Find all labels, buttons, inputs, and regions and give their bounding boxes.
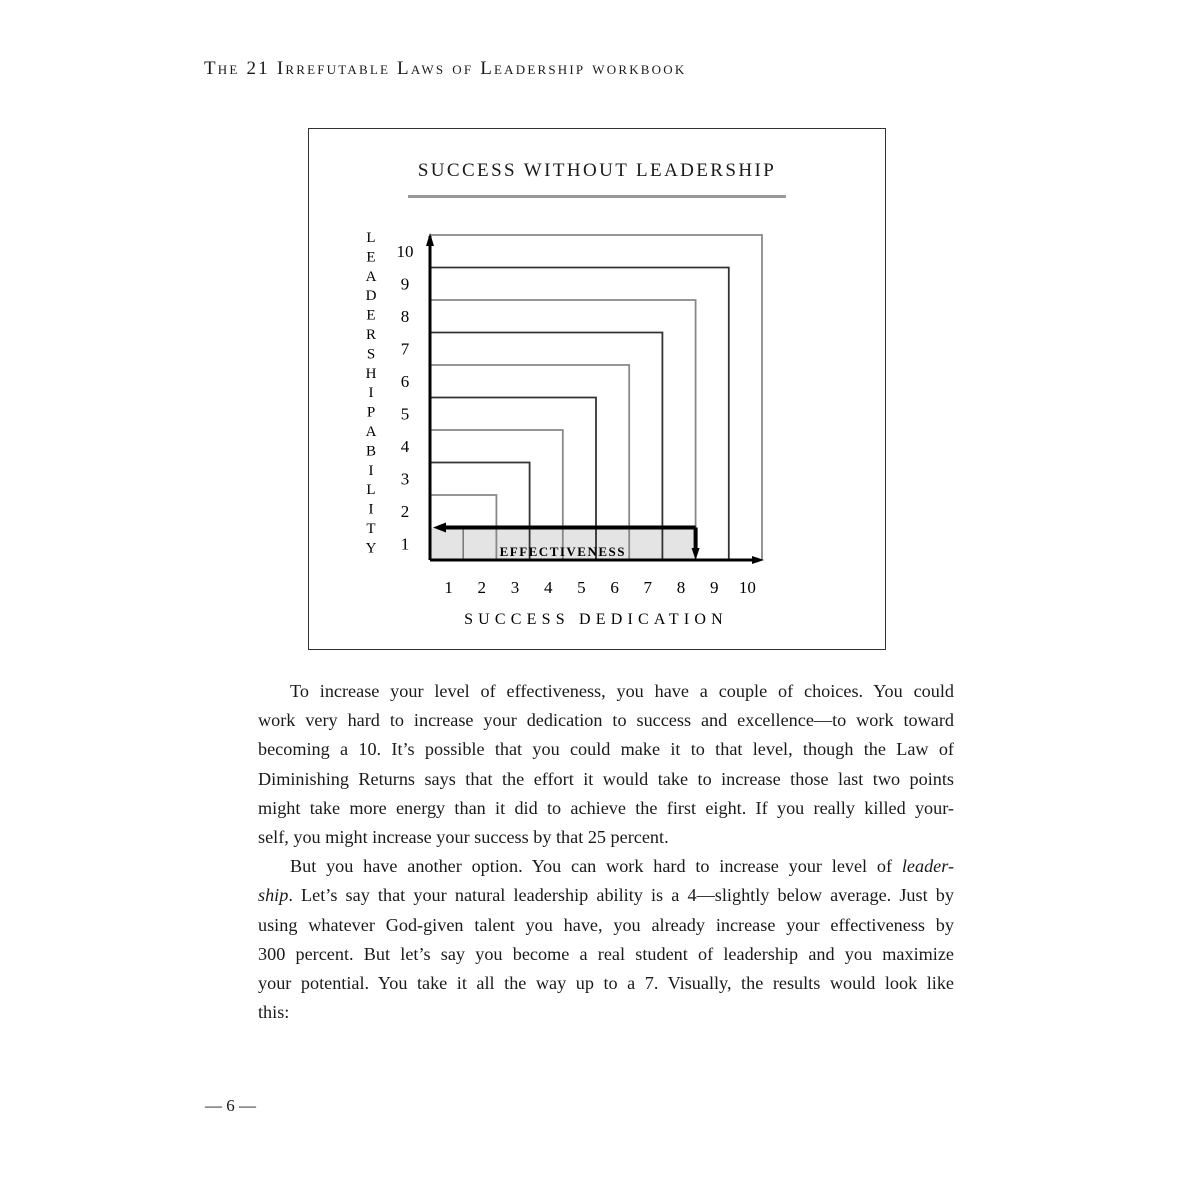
- x-tick-label: 5: [577, 578, 586, 597]
- y-tick-label: 5: [400, 404, 410, 424]
- y-tick-label: 6: [400, 372, 410, 391]
- y-tick-label: 9: [400, 274, 410, 294]
- x-tick-label: 4: [543, 578, 553, 597]
- text-line: To increase your level of effectiveness, you have a couple of choices. You could: [290, 681, 954, 701]
- x-tick-label: 6: [610, 578, 619, 597]
- x-tick-label: 9: [709, 578, 719, 597]
- text-line: ship. Let’s say that your natural leadership ability is a 4—slightly below average. Just by: [258, 885, 954, 906]
- text-line: self, you might increase your success by that 25 percent.: [258, 826, 669, 847]
- y-tick-label: 1: [400, 534, 410, 554]
- y-axis-label: L E A D E R S H I P A B I L I T Y: [365, 230, 377, 557]
- text-line: using whatever God-given talent you have, you already increase your effectiveness by: [258, 914, 954, 935]
- text-line: this:: [258, 1002, 290, 1023]
- x-tick-label: 3: [510, 578, 520, 597]
- x-tick-label: 7: [643, 578, 653, 597]
- text-line: becoming a 10. It’s possible that you could make it to that level, though the Law of: [258, 739, 954, 760]
- level-rect-9: [430, 268, 729, 561]
- text-line: your potential. You take it all the way up to a 7. Visually, the results would look like: [258, 972, 954, 993]
- text-line: might take more energy than it did to achieve the first eight. If you really killed your-: [258, 797, 954, 818]
- text-line: 300 percent. But let’s say you become a real student of leadership and you maximize: [258, 943, 954, 964]
- text-line: work very hard to increase your dedication to success and excellence—to work toward: [258, 710, 954, 731]
- body-text: [258, 677, 954, 1027]
- y-tick-label: 7: [400, 339, 410, 359]
- x-tick-label: 2: [477, 578, 487, 597]
- y-tick-label: 8: [400, 307, 410, 326]
- x-tick-label: 1: [444, 578, 453, 597]
- y-tick-label: 2: [400, 502, 410, 521]
- x-tick-label: 10: [738, 578, 756, 597]
- y-tick-label: 3: [400, 469, 410, 489]
- x-axis-label: SUCCESS DEDICATION: [464, 611, 728, 628]
- chart-title: SUCCESS WITHOUT LEADERSHIP: [417, 160, 777, 181]
- effectiveness-label: EFFECTIVENESS: [499, 544, 627, 559]
- text-line: Diminishing Returns says that the effort it would take to increase those last two points: [258, 768, 954, 789]
- running-header: The 21 Irrefutable Laws of Leadership workbook: [204, 58, 687, 79]
- text-line: But you have another option. You can work hard to increase your level of leader-: [290, 856, 954, 877]
- page-number: — 6 —: [205, 1096, 256, 1115]
- y-tick-label: 4: [400, 437, 410, 456]
- x-tick-label: 8: [676, 578, 686, 597]
- y-tick-label: 10: [396, 242, 414, 261]
